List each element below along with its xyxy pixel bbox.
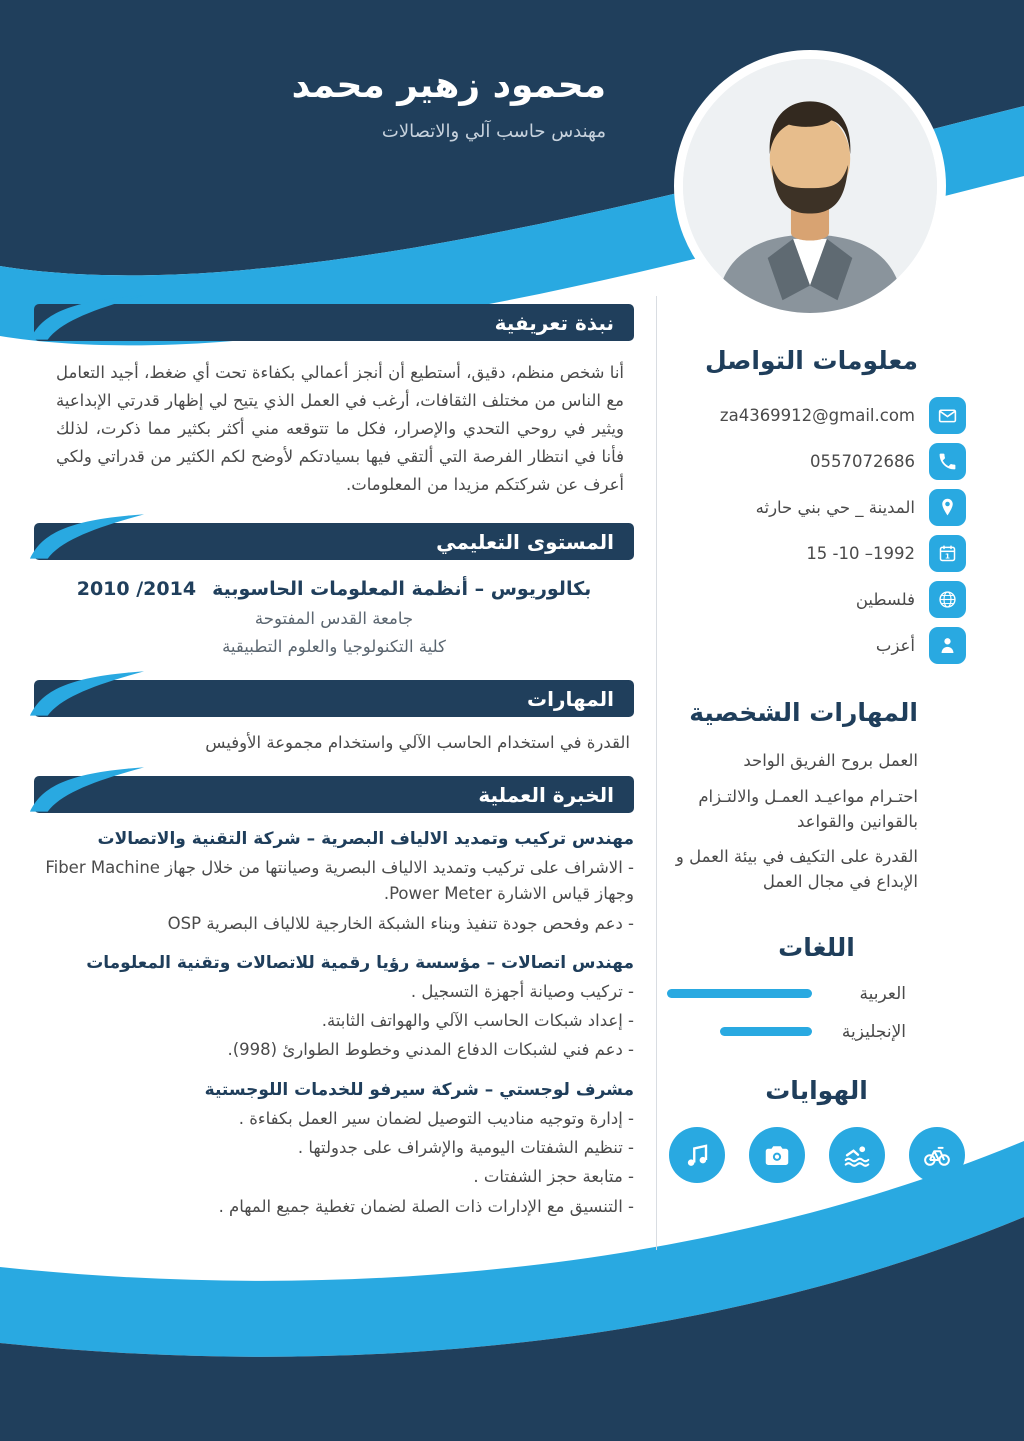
experience-heading: الخبرة العملية xyxy=(478,782,614,807)
job-bullet: - دعم وفحص جودة تنفيذ وبناء الشبكة الخارجية للالياف البصرية OSP xyxy=(167,913,634,933)
contact-address: المدينة _ حي بني حارثه xyxy=(755,498,915,517)
education-years: 2010 /2014 xyxy=(76,578,197,601)
content-columns xyxy=(0,296,1024,1250)
section-swoosh-decoration xyxy=(28,511,146,559)
personal-skill-item: العمل بروح الفريق الواحد xyxy=(743,751,918,770)
contact-email: za4369912@gmail.com xyxy=(719,406,915,425)
language-level-bar xyxy=(720,1027,812,1036)
languages-section xyxy=(667,933,966,1042)
education-degree: بكالوريوس – أنظمة المعلومات الحاسوبية xyxy=(212,578,592,601)
bicycle-icon xyxy=(909,1127,965,1183)
profile-photo xyxy=(674,50,946,322)
personal-skill-item: احتـرام مواعيـد العمـل والالتـزام بالقوانين والقواعد xyxy=(698,786,918,831)
skills-heading: المهارات xyxy=(527,686,614,711)
job-entry xyxy=(34,951,634,1064)
job-entry xyxy=(34,1078,634,1220)
skills-section-header xyxy=(34,680,634,717)
about-heading: نبذة تعريفية xyxy=(494,310,614,335)
contact-row-marital-status xyxy=(667,627,966,664)
contact-row-address xyxy=(667,489,966,526)
section-swoosh-decoration xyxy=(28,292,146,340)
languages-heading: اللغات xyxy=(778,932,855,962)
email-icon xyxy=(929,397,966,434)
about-text: أنا شخص منظم، دقيق، أستطيع أن أنجز أعمالي بكفاءة تحت أي ضغط، أجيد التعامل مع الناس من مختلف الثقافات، أرغب في العمل الذي يتيح لي إظهار قدرتي الإبداعية ويثير في روحي التحدي والإصرار، فكل ما تتوقعه مني أكثر بكثير مما ذكرت، لذلك فأنا في انتظار الفرصة التي ألتقي فيها بسيادتكم لأوضح لكم الكثير من قدراتي ولكي أعرف عن شركتكم مزيدا من المعلومات. xyxy=(56,363,624,495)
language-row-english xyxy=(667,1022,906,1042)
job-bullet: - إعداد شبكات الحاسب الآلي والهواتف الثابتة. xyxy=(321,1011,634,1031)
education-section-header xyxy=(34,523,634,560)
contact-row-nationality xyxy=(667,581,966,618)
job-bullet: - الاشراف على تركيب وتمديد الالياف البصرية وصيانتها من خلال جهاز Fiber Machine وجهاز قياس الاشارة Power Meter. xyxy=(45,857,634,904)
hobbies-section xyxy=(667,1076,966,1183)
personal-skills-section xyxy=(667,698,966,895)
globe-icon xyxy=(929,581,966,618)
contact-row-birthdate xyxy=(667,535,966,572)
job-bullet: - تنظيم الشفتات اليومية والإشراف على جدولتها . xyxy=(297,1137,634,1157)
person-job-title: مهندس حاسب آلي والاتصالات xyxy=(381,121,606,143)
personal-skill-item: القدرة على التكيف في بيئة العمل و الإبداع في مجال العمل xyxy=(675,847,918,891)
calendar-icon xyxy=(929,535,966,572)
sidebar xyxy=(656,296,996,1250)
job-bullet: - متابعة حجز الشفتات . xyxy=(473,1167,634,1187)
hobbies-row xyxy=(667,1127,966,1183)
education-faculty: كلية التكنولوجيا والعلوم التطبيقية xyxy=(222,637,446,657)
phone-icon xyxy=(929,443,966,480)
hobbies-heading: الهوايات xyxy=(765,1075,868,1105)
avatar-illustration xyxy=(683,59,937,313)
section-swoosh-decoration xyxy=(28,668,146,716)
job-bullet: - دعم فني لشبكات الدفاع المدني وخطوط الطوارئ (998). xyxy=(227,1040,634,1060)
section-swoosh-decoration xyxy=(28,764,146,812)
education-degree-line xyxy=(34,578,634,600)
job-title: مهندس اتصالات – مؤسسة رؤيا رقمية للاتصالات وتقنية المعلومات xyxy=(86,953,634,974)
language-label: العربية xyxy=(859,983,906,1004)
job-title: مشرف لوجستي – شركة سيرفو للخدمات اللوجستية xyxy=(204,1079,634,1100)
about-section-header xyxy=(34,304,634,341)
job-bullet: - التنسيق مع الإدارات ذات الصلة لضمان تغطية جميع المهام . xyxy=(218,1196,634,1216)
contact-birthdate: 15 -10 –1992 xyxy=(806,544,915,563)
svg-text:1: 1 xyxy=(944,551,951,561)
skills-text: القدرة في استخدام الحاسب الآلي واستخدام مجموعة الأوفيس xyxy=(205,733,630,753)
contact-heading: معلومات التواصل xyxy=(704,346,918,375)
job-bullet: - إدارة وتوجيه مناديب التوصيل لضمان سير العمل بكفاءة . xyxy=(238,1108,634,1128)
language-label: الإنجليزية xyxy=(841,1021,906,1042)
language-row-arabic xyxy=(667,984,906,1004)
person-icon xyxy=(929,627,966,664)
swimming-icon xyxy=(829,1127,885,1183)
language-level-bar xyxy=(667,989,812,998)
person-name: محمود زهير محمد xyxy=(291,65,606,106)
camera-icon xyxy=(749,1127,805,1183)
header-text xyxy=(292,64,606,142)
education-heading: المستوى التعليمي xyxy=(436,529,614,554)
education-university: جامعة القدس المفتوحة xyxy=(254,609,414,629)
experience-section-header xyxy=(34,776,634,813)
main-column xyxy=(28,296,656,1250)
contact-row-phone xyxy=(667,443,966,480)
job-title: مهندس تركيب وتمديد الالياف البصرية – شركة التقنية والاتصالات xyxy=(97,829,634,850)
personal-skills-heading: المهارات الشخصية xyxy=(689,698,918,727)
contact-nationality: فلسطين xyxy=(855,590,915,609)
contact-marital-status: أعزب xyxy=(875,636,915,655)
job-entry xyxy=(34,827,634,937)
music-icon xyxy=(669,1127,725,1183)
contact-row-email xyxy=(667,397,966,434)
job-bullet: - تركيب وصيانة أجهزة التسجيل . xyxy=(410,981,634,1001)
location-icon xyxy=(929,489,966,526)
contact-phone: 0557072686 xyxy=(810,452,915,471)
